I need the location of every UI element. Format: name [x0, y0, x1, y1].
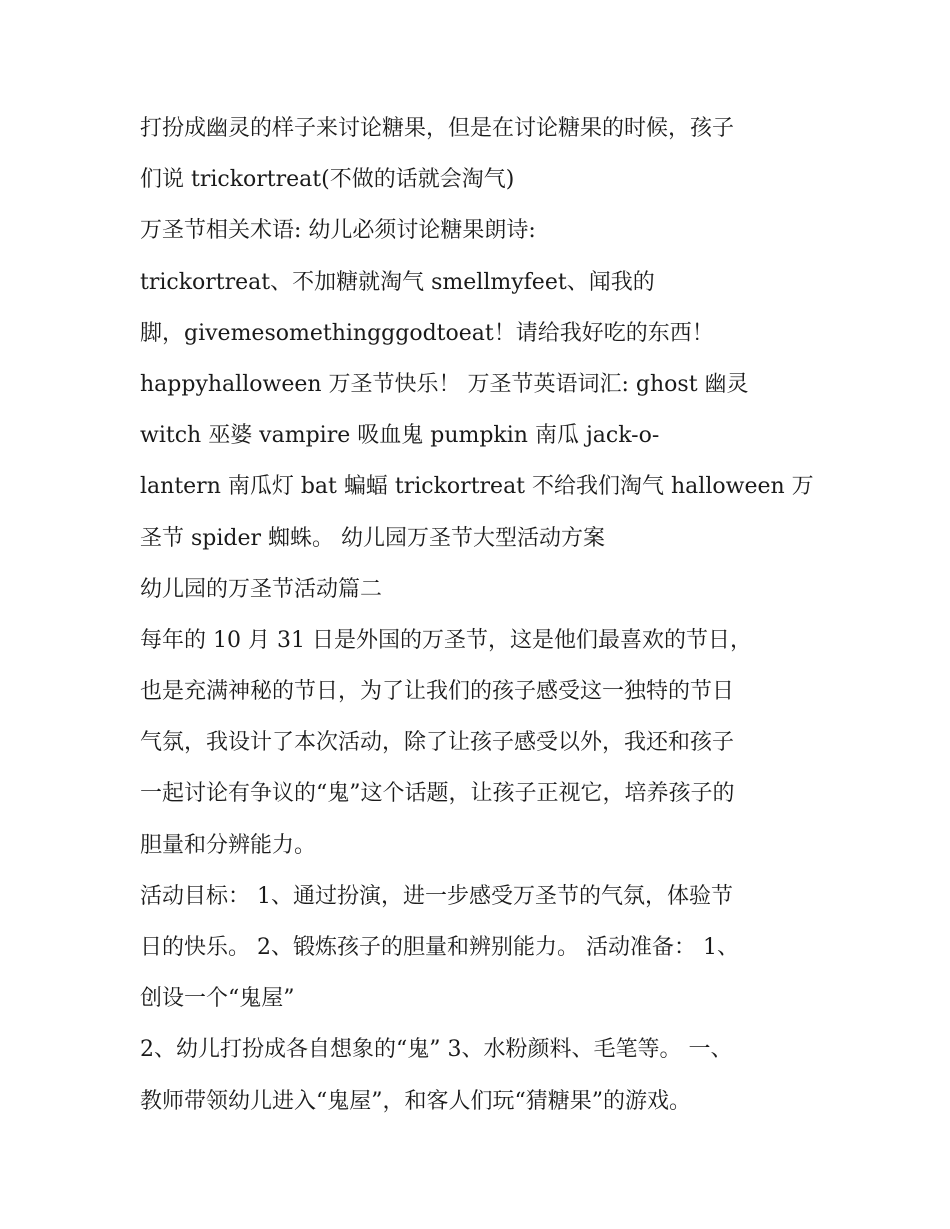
text-line: 气氛，我设计了本次活动，除了让孩子感受以外，我还和孩子 — [140, 730, 735, 756]
text-line: 一起讨论有争议的“鬼”这个话题，让孩子正视它，培养孩子的 — [140, 781, 735, 807]
text-line: 教师带领幼儿进入“鬼屋”，和客人们玩“猜糖果”的游戏。 — [140, 1088, 691, 1114]
body-text — [140, 103, 820, 1127]
text-line: happyhalloween 万圣节快乐！ 万圣节英语词汇: ghost 幽灵 — [140, 371, 749, 397]
text-line: 每年的 10 月 31 日是外国的万圣节，这是他们最喜欢的节日， — [140, 627, 752, 653]
text-line: witch 巫婆 vampire 吸血鬼 pumpkin 南瓜 jack-o- — [140, 423, 660, 449]
text-line: 们说 trickortreat(不做的话就会淘气) — [140, 167, 515, 193]
text-line: 活动目标： 1、通过扮演，进一步感受万圣节的气氛，体验节 — [140, 883, 733, 909]
text-line: 圣节 spider 蜘蛛。 幼儿园万圣节大型活动方案 — [140, 525, 606, 551]
section-heading: 幼儿园的万圣节活动篇二 — [140, 576, 383, 602]
text-line: trickortreat、不加糖就淘气 smellmyfeet、闻我的 — [140, 269, 655, 295]
text-line: 万圣节相关术语: 幼儿必须讨论糖果朗诗: — [140, 218, 536, 244]
text-line: 脚，givemesomethingggodtoeat！请给我好吃的东西！ — [140, 320, 714, 346]
text-line: 打扮成幽灵的样子来讨论糖果，但是在讨论糖果的时候，孩子 — [140, 116, 735, 141]
text-line: 2、幼儿打扮成各自想象的“鬼” 3、水粉颜料、毛笔等。 一、 — [140, 1037, 733, 1063]
text-line: lantern 南瓜灯 bat 蝙蝠 trickortreat 不给我们淘气 halloween 万 — [140, 474, 814, 500]
text-line: 也是充满神秘的节日，为了让我们的孩子感受这一独特的节日 — [140, 679, 735, 705]
text-line: 日的快乐。 2、锻炼孩子的胆量和辨别能力。 活动准备： 1、 — [140, 935, 739, 960]
text-line: 胆量和分辨能力。 — [140, 832, 317, 858]
text-line: 创设一个“鬼屋” — [140, 986, 295, 1012]
